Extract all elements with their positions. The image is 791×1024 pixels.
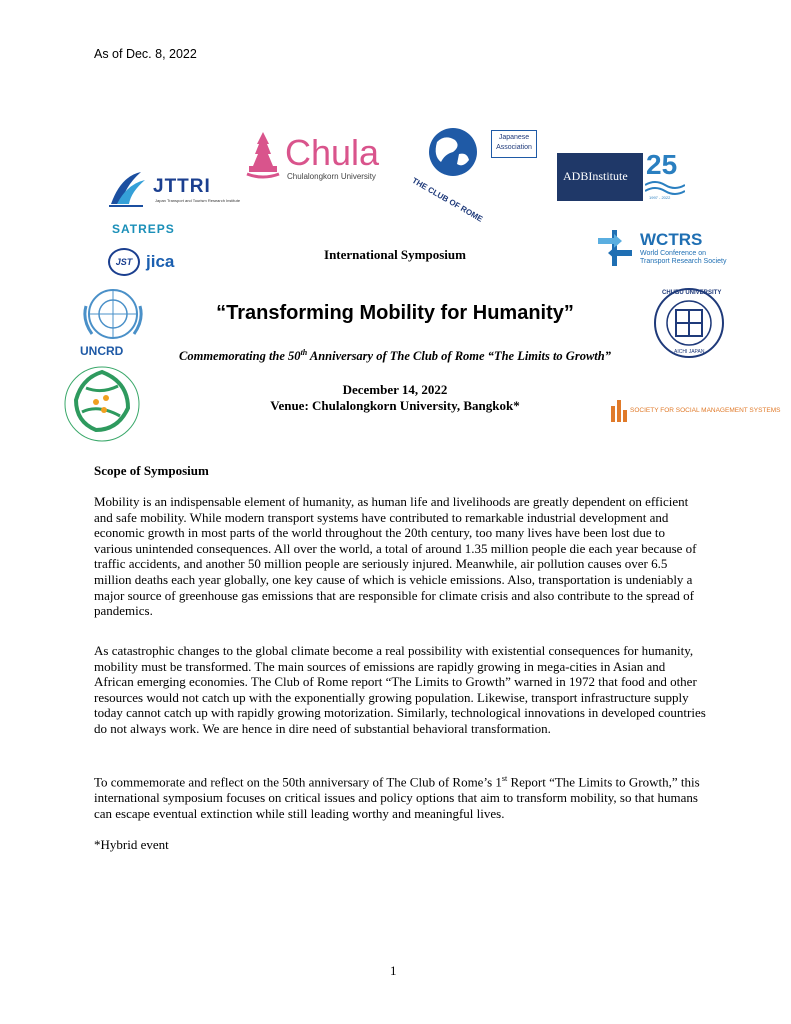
- adbi-years: 25: [646, 149, 678, 180]
- ssms-mark-icon: [610, 398, 628, 424]
- page-title: “Transforming Mobility for Humanity”: [216, 302, 574, 324]
- symposium-label: International Symposium: [324, 247, 466, 262]
- signpost-icon: [594, 228, 636, 268]
- chula-label: Chula: [285, 132, 380, 173]
- date-note: As of Dec. 8, 2022: [94, 47, 197, 61]
- scope-paragraph-1: Mobility is an indispensable element of humanity, as human life and livelihoods are greatly dependent on efficient and safe mobility. While modern transport systems have contributed to remarkable industrial development and economic growth in most parts of the world throughout the 20th century, too many lives have been lost due to various unintended consequences. All over the world, a total of around 1.35 million people die each year because of traffic accidents, and another 50 million people are seriously injured. Meanwhile, air pollution causes over 6.5 million deaths each year globally, one key cause of which is vehicle emissions. Also, transportation is undeniably a major source of greenhouse gas emissions that are responsible for climate crisis and also contribute to the spread of pandemics.: [94, 494, 697, 619]
- jica-label: jica: [146, 252, 175, 271]
- club-of-rome-label: THE CLUB OF ROME: [410, 176, 485, 224]
- subtitle-pre: Commemorating the 50: [179, 349, 301, 364]
- event-date: December 14, 2022: [342, 382, 448, 397]
- un-emblem-icon: [78, 286, 148, 344]
- jst-badge: [108, 248, 140, 276]
- scope-paragraph-3: [94, 771, 706, 821]
- ssms-logo: [610, 398, 781, 424]
- hybrid-note: *Hybrid event: [94, 837, 169, 852]
- chula-emblem-icon: [243, 128, 283, 184]
- p3-sup: st: [501, 774, 508, 783]
- subtitle-sup: th: [300, 348, 308, 357]
- p3-post: Report “The Limits to Growth,” this international symposium focuses on critical issues and policy options that aim to transform mobility, so that humans can escape eventual extinction while still leading worthy and meaningful lives.: [94, 774, 700, 821]
- adbi-label: ADBInstitute: [563, 169, 628, 183]
- adbi-logo: [557, 149, 685, 201]
- wctrs-logo: [594, 228, 734, 268]
- subtitle: [110, 348, 680, 364]
- scope-heading: Scope of Symposium: [94, 463, 209, 478]
- green-circle-logo: [62, 364, 142, 444]
- jttri-label: JTTRI: [153, 176, 211, 197]
- wctrs-line1: World Conference on: [640, 250, 707, 257]
- club-of-rome-logo: [410, 124, 545, 224]
- adbi-box: [557, 153, 643, 201]
- jttri-logo: [103, 164, 241, 212]
- jttri-subtitle: Japan Transport and Tourism Research Institute: [155, 198, 241, 203]
- japanese-association-box: [491, 130, 537, 158]
- uncrd-label: UNCRD: [80, 344, 124, 358]
- adbi-span: 1997 - 2022: [649, 195, 671, 200]
- satreps-label: SATREPS: [112, 222, 175, 236]
- jst-label: JST: [115, 257, 133, 267]
- page-number: 1: [390, 963, 397, 978]
- chula-logo: [243, 128, 383, 184]
- wctrs-line2: Transport Research Society: [640, 258, 727, 265]
- satreps-logo: [108, 220, 188, 280]
- leaf-ring-icon: [62, 364, 142, 444]
- scope-paragraph-2: As catastrophic changes to the global climate become a real possibility with existential consequences for humanity, mobility must be transformed. The main sources of emissions are rapidly growing in mega-cities in Asian and African emerging economies. The Club of Rome report “The Limits to Growth” warned in 1972 that food and other resources would not catch up with the exponentially growing population. Likewise, transport infrastructure supply today cannot catch up with rapidly growing motorization. Similarly, technological innovations in developed countries do not always work. We are hence in dire need of substantial behavioral transformation.: [94, 643, 706, 736]
- wctrs-label: WCTRS: [640, 230, 703, 249]
- event-venue: Venue: Chulalongkorn University, Bangkok*: [270, 398, 520, 413]
- p3-pre: To commemorate and reflect on the 50th anniversary of The Club of Rome’s 1: [94, 774, 502, 790]
- chula-subtitle: Chulalongkorn University: [287, 172, 376, 181]
- ssms-label: SOCIETY FOR SOCIAL MANAGEMENT SYSTEMS: [630, 407, 781, 414]
- subtitle-post: Anniversary of The Club of Rome “The Limits to Growth”: [307, 349, 611, 364]
- japanese-association-label: Japanese Association: [496, 134, 532, 151]
- chubu-sublabel: AICHI JAPAN: [674, 349, 705, 355]
- chubu-label: CHUBU UNIVERSITY: [662, 290, 722, 296]
